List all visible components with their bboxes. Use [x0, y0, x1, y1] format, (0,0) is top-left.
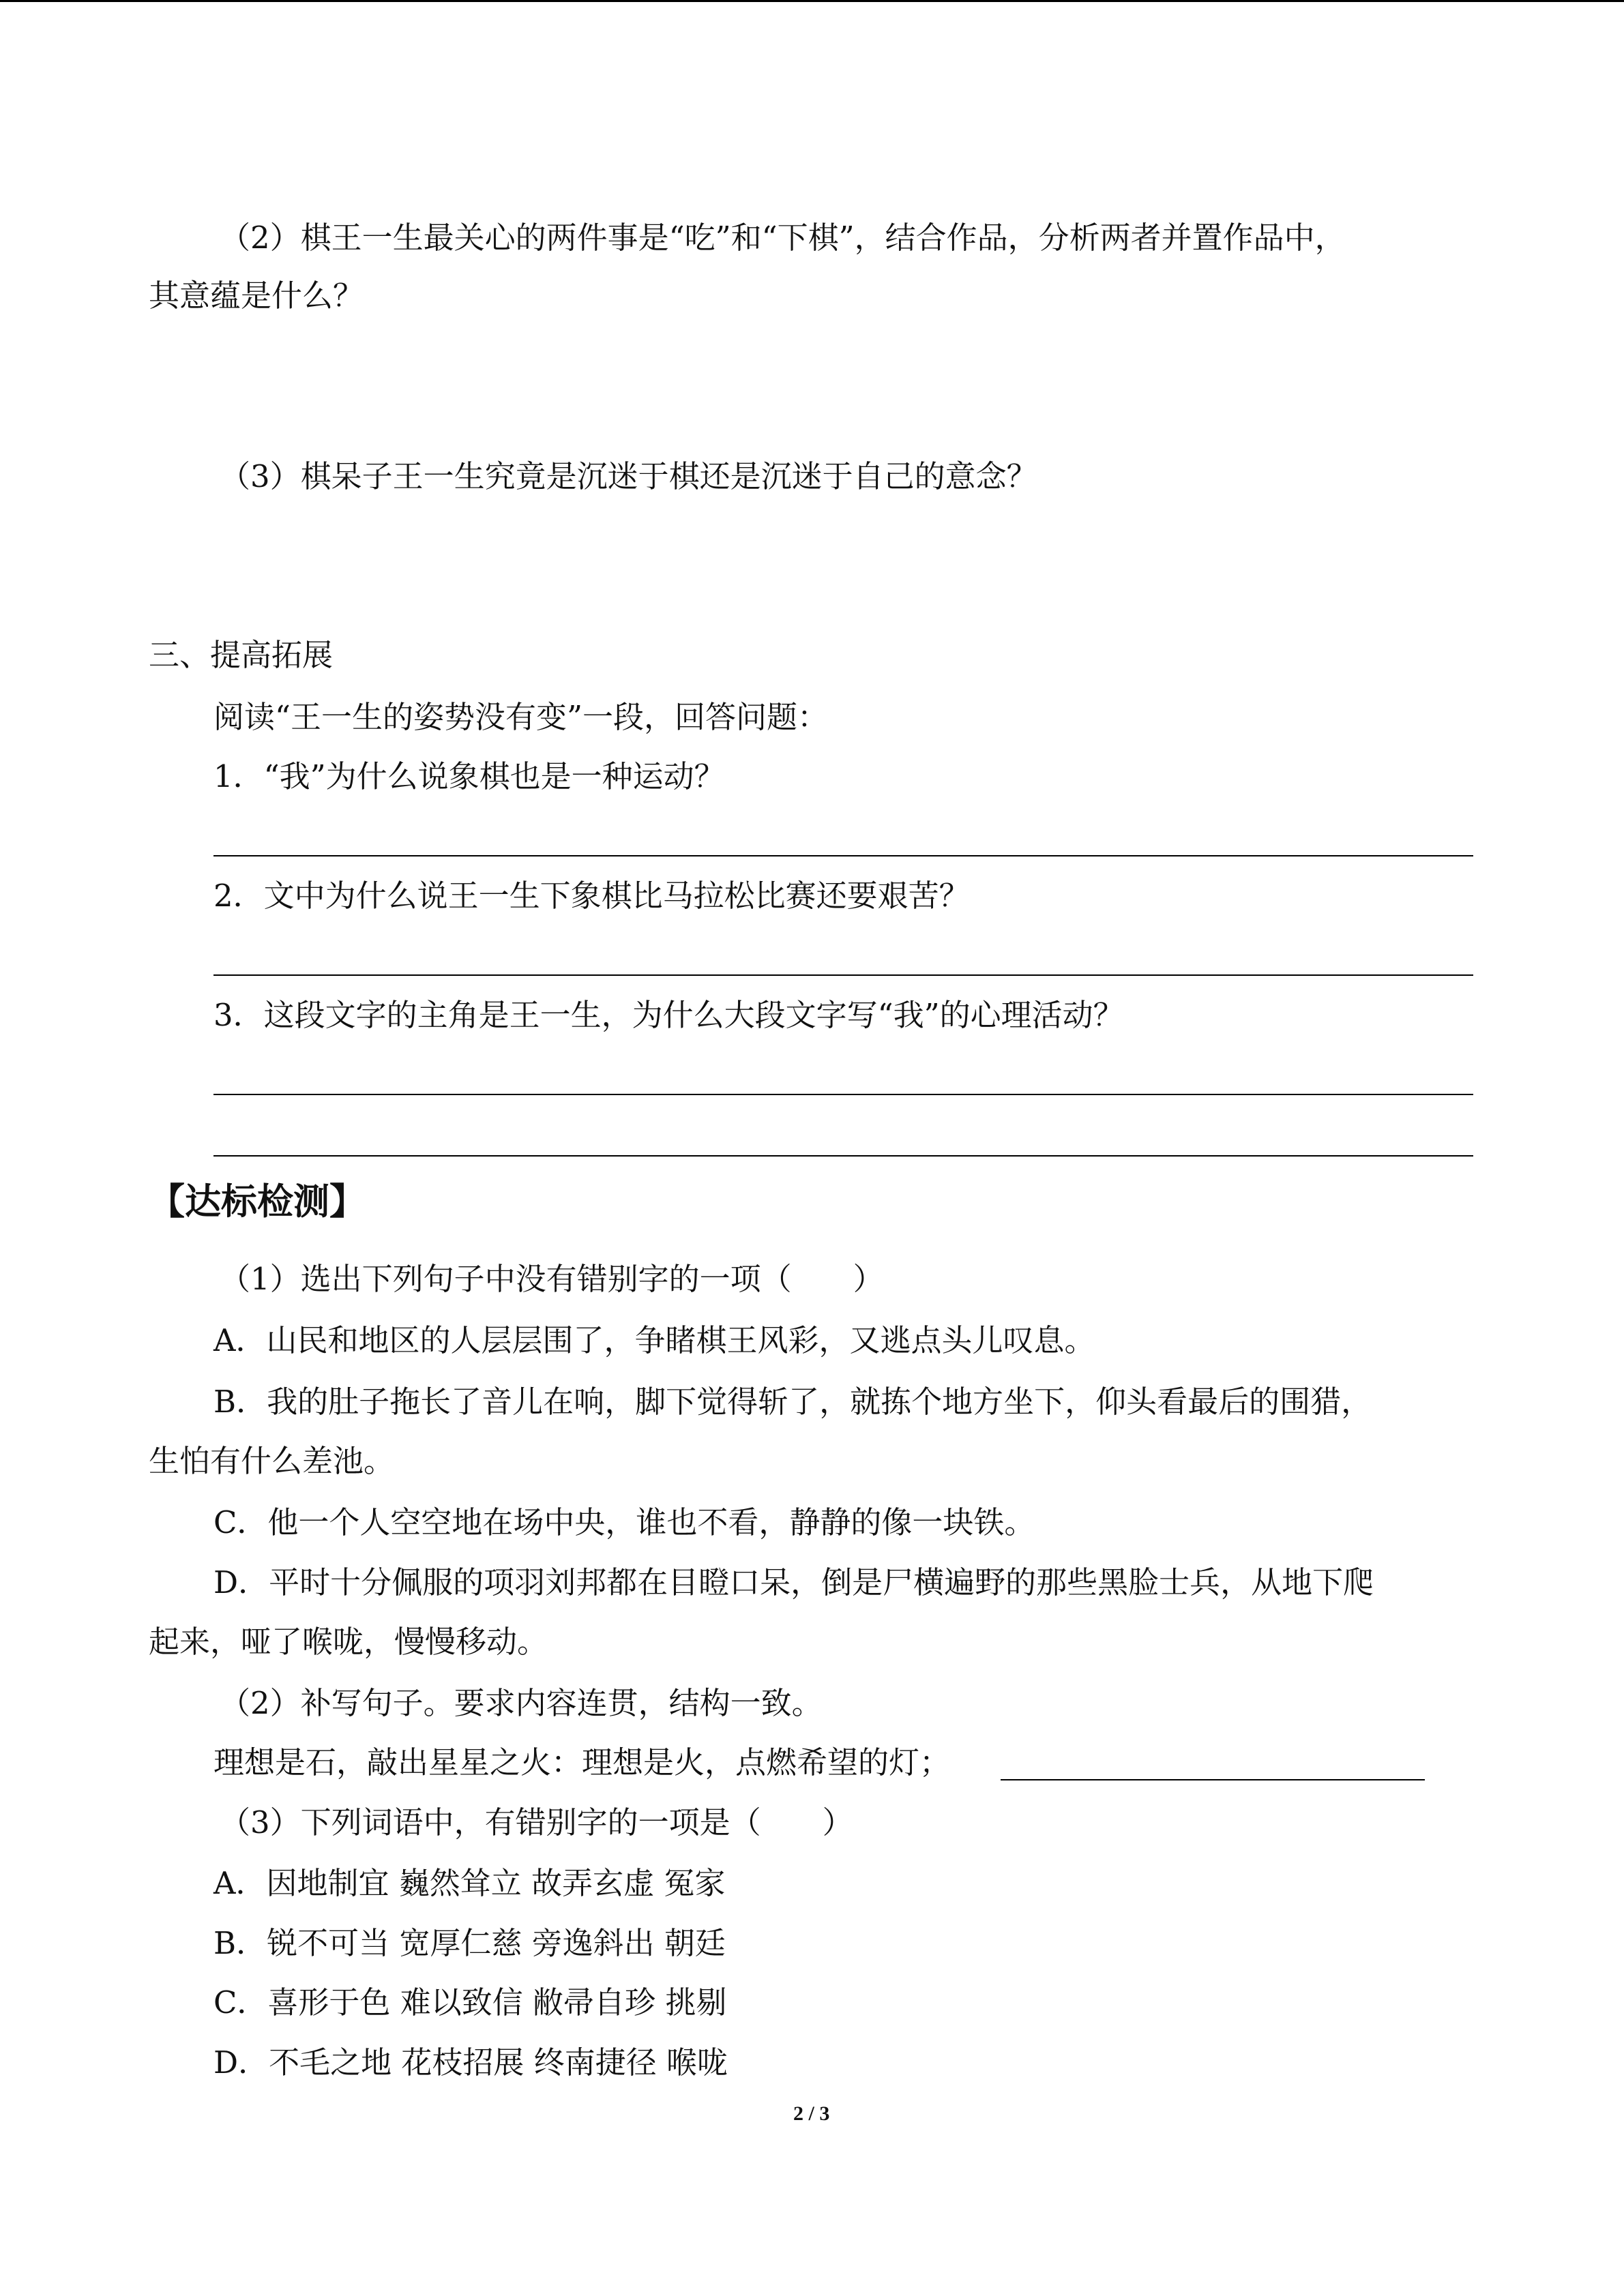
assessment-q1-option-d-line-2: 起来，哑了喉咙，慢慢移动。 [149, 1624, 548, 1660]
fill-in-blank-line [1001, 1779, 1425, 1780]
assessment-q1-option-b-line-2: 生怕有什么差池。 [149, 1443, 395, 1479]
page-number: 2 / 3 [793, 2102, 830, 2125]
answer-line [213, 1094, 1473, 1095]
answer-line [213, 1155, 1473, 1157]
assessment-q1-option-d-line-1: D．平时十分佩服的项羽刘邦都在目瞪口呆，倒是尸横遍野的那些黑脸士兵，从地下爬 [213, 1564, 1374, 1600]
extension-question-2: 2．文中为什么说王一生下象棋比马拉松比赛还要艰苦？ [213, 878, 970, 914]
extension-question-1: 1．“我”为什么说象棋也是一种运动？ [213, 758, 725, 794]
assessment-q3-option-d: D．不毛之地 花枝招展 终南捷径 喉咙 [213, 2044, 728, 2081]
assessment-question-2-text: 理想是石，敲出星星之火：理想是火，点燃希望的灯； [213, 1744, 951, 1780]
assessment-q3-option-a: A．因地制宜 巍然耸立 故弄玄虚 冤家 [213, 1865, 726, 1901]
answer-line [213, 974, 1473, 976]
assessment-question-1-stem: （1）选出下列句子中没有错别字的一项（ ） [220, 1261, 884, 1297]
question-3: （3）棋呆子王一生究竟是沉迷于棋还是沉迷于自己的意念？ [220, 458, 1037, 494]
section-heading-extension: 三、提高拓展 [149, 637, 334, 673]
assessment-q1-option-c: C．他一个人空空地在场中央，谁也不看，静静的像一块铁。 [213, 1504, 1035, 1540]
question-2-line-2: 其意蕴是什么？ [149, 278, 364, 314]
assessment-q1-option-b-line-1: B．我的肚子拖长了音儿在响，脚下觉得斩了，就拣个地方坐下，仰头看最后的围猎， [213, 1384, 1372, 1420]
assessment-question-2-stem: （2）补写句子。要求内容连贯，结构一致。 [220, 1685, 823, 1721]
assessment-question-3-stem: （3）下列词语中，有错别字的一项是（ ） [220, 1804, 853, 1840]
answer-line [213, 855, 1473, 856]
question-2-line-1: （2）棋王一生最关心的两件事是“吃”和“下棋”，结合作品，分析两者并置作品中， [220, 220, 1346, 256]
reading-instruction: 阅读“王一生的姿势没有变”一段，回答问题： [213, 699, 829, 735]
top-border [0, 0, 1624, 2]
extension-question-3: 3．这段文字的主角是王一生，为什么大段文字写“我”的心理活动？ [213, 997, 1124, 1033]
assessment-q3-option-b: B．锐不可当 宽厚仁慈 旁逸斜出 朝廷 [213, 1925, 726, 1961]
assessment-q3-option-c: C．喜形于色 难以致信 敝帚自珍 挑剔 [213, 1984, 727, 2021]
assessment-q1-option-a: A．山民和地区的人层层围了，争睹棋王风彩，又逃点头儿叹息。 [213, 1322, 1095, 1358]
section-heading-assessment: 【达标检测】 [149, 1181, 366, 1223]
